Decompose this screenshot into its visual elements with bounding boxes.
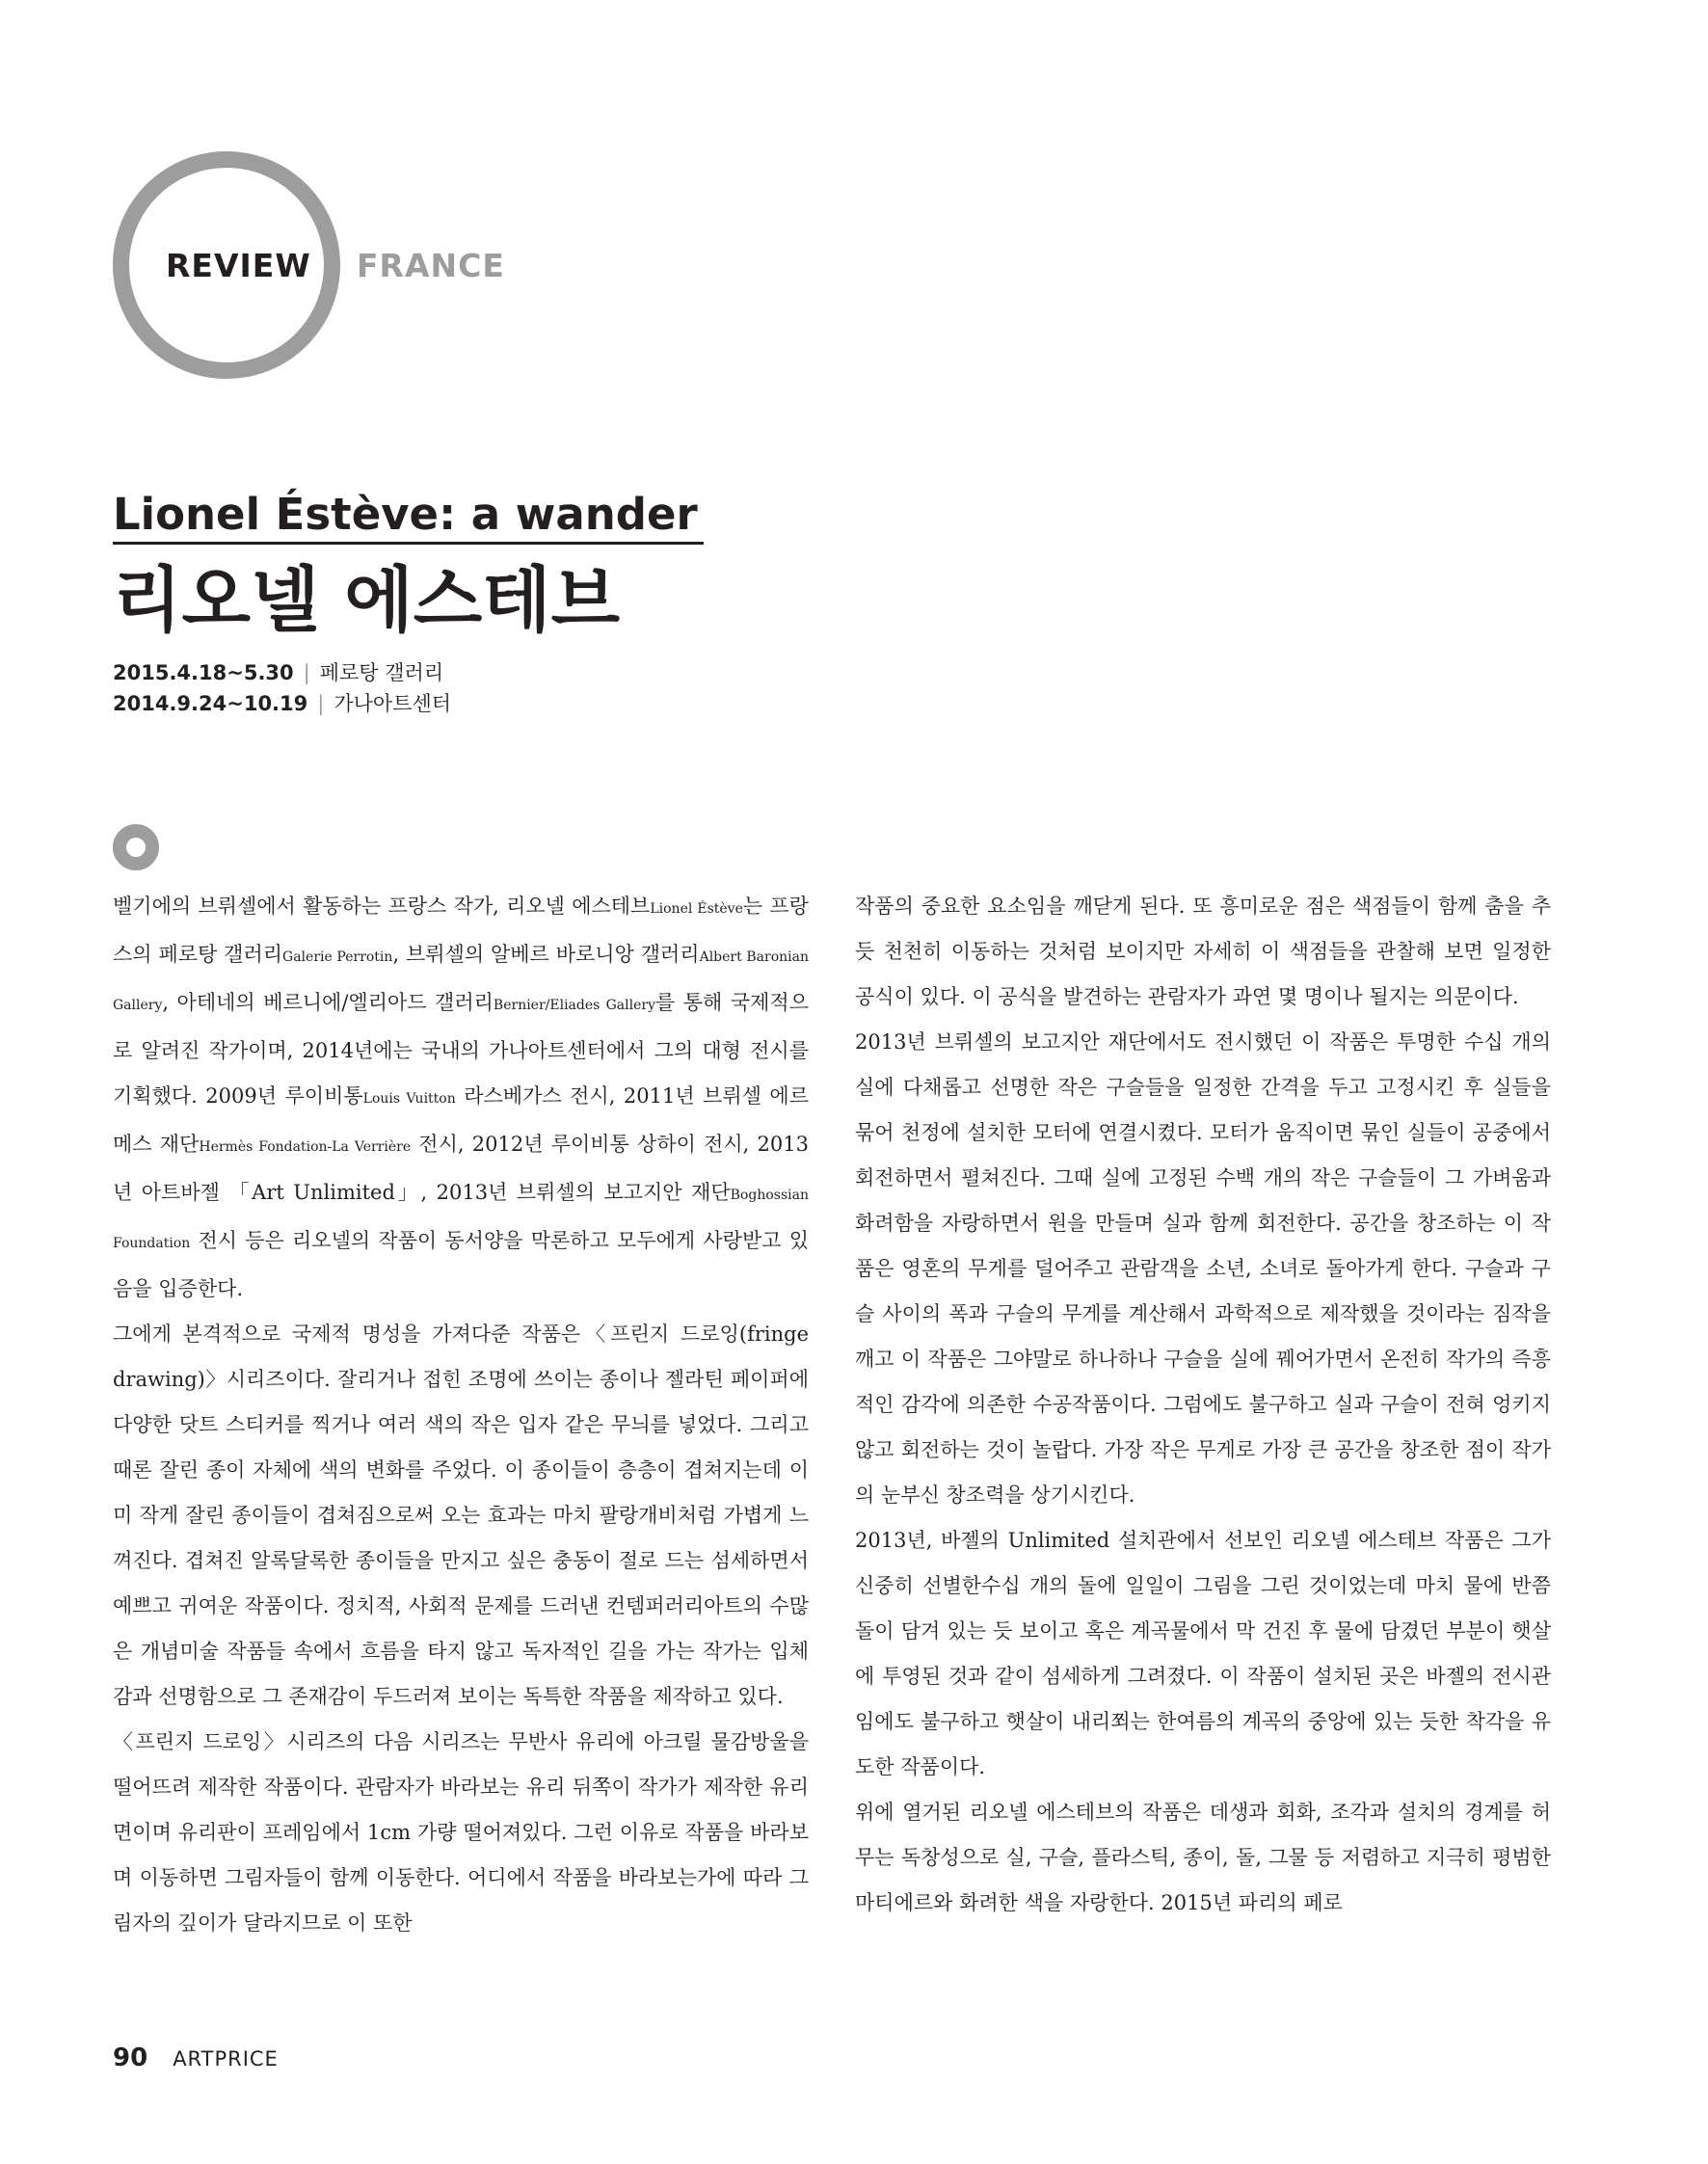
foreign-name: Lionel Éstève: [650, 901, 743, 917]
paragraph-text: 를 통해 국제적으로 알려진 작가이며, 2014년에는 국내의 가나아트센터에서 그의 대형 전시를 기획했다. 2009년 루이비통: [113, 991, 809, 1108]
article-column-left: [113, 884, 809, 1946]
section-marker-dot: [113, 824, 159, 870]
magazine-name: ARTPRICE: [173, 2047, 279, 2070]
article-title-korean: 리오넬 에스테브: [113, 559, 621, 642]
exhibition-row: [113, 688, 451, 719]
article-paragraph: [113, 1720, 809, 1946]
foreign-name: Galerie Perrotin: [282, 949, 393, 965]
paragraph-text: 2013년, 바젤의 Unlimited 설치관에서 선보인 리오넬 에스테브 작품은 그가 신중히 선별한수십 개의 돌에 일일이 그림을 그린 것이었는데 마치 물에 반쯤 돌이 담겨 있는 듯 보이고 혹은 계곡물에서 막 건진 후 물에 담겼던 부분이 햇살에 투영된 것과 같이 섬세하게 그려졌다. 이 작품이 설치된 곳은 바젤의 전시관임에도 불구하고 햇살이 내리쬐는 한여름의 계곡의 중앙에 있는 듯한 착각을 유도한 작품이다.: [855, 1529, 1551, 1778]
article-paragraph: [855, 1518, 1551, 1790]
foreign-name: Louis Vuitton: [362, 1091, 456, 1107]
page-footer: [113, 2044, 279, 2072]
page-number: 90: [113, 2044, 148, 2072]
foreign-name: Boghossian Foundation: [113, 1188, 809, 1251]
separator: |: [303, 661, 310, 684]
article-paragraph: [855, 1020, 1551, 1518]
exhibition-venue: 가나아트센터: [334, 692, 452, 715]
paragraph-text: 〈프린지 드로잉〉시리즈의 다음 시리즈는 무반사 유리에 아크릴 물감방울을 떨어뜨려 제작한 작품이다. 관람자가 바라보는 유리 뒤쪽이 작가가 제작한 유리면이며 유리판이 프레임에서 1cm 가량 떨어져있다. 그런 이유로 작품을 바라보며 이동하면 그림자들이 함께 이동한다. 어디에서 작품을 바라보는가에 따라 그림자의 깊이가 달라지므로 이 또한: [113, 1730, 809, 1935]
paragraph-text: 그에게 본격적으로 국제적 명성을 가져다준 작품은〈프린지 드로잉(fringe drawing)〉시리즈이다. 잘리거나 접힌 조명에 쓰이는 종이나 젤라틴 페이퍼에 다양한 닷트 스티커를 찍거나 여러 색의 작은 입자 같은 무늬를 넣었다. 그리고 때론 잘린 종이 자체에 색의 변화를 주었다. 이 종이들이 층층이 겹쳐지는데 이미 작게 잘린 종이들이 겹쳐짐으로써 오는 효과는 마치 팔랑개비처럼 가볍게 느껴진다. 겹쳐진 알록달록한 종이들을 만지고 싶은 충동이 절로 드는 섬세하면서 예쁘고 귀여운 작품이다. 정치적, 사회적 문제를 드러낸 컨템퍼러리아트의 수많은 개념미술 작품들 속에서 흐름을 타지 않고 독자적인 길을 가는 작가는 입체감과 선명함으로 그 존재감이 두드러져 보이는 독특한 작품을 제작하고 있다.: [113, 1322, 809, 1708]
paragraph-text: 벨기에의 브뤼셀에서 활동하는 프랑스 작가, 리오넬 에스테브: [113, 895, 651, 918]
article-paragraph: [855, 1790, 1551, 1926]
paragraph-text: 전시 등은 리오넬의 작품이 동서양을 막론하고 모두에게 사랑받고 있음을 입증한다.: [113, 1229, 809, 1300]
article-column-right: [855, 884, 1551, 1926]
section-label: REVIEW: [166, 247, 311, 284]
exhibition-dates: 2015.4.18~5.30: [113, 661, 294, 684]
paragraph-text: 2013년 브뤼셀의 보고지안 재단에서도 전시했던 이 작품은 투명한 수십 개의 실에 다채롭고 선명한 작은 구슬들을 일정한 간격을 두고 고정시킨 후 실들을 묶어 천정에 설치한 모터에 연결시켰다. 모터가 움직이면 묶인 실들이 공중에서 회전하면서 펼쳐진다. 그때 실에 고정된 수백 개의 작은 구슬들이 그 가벼움과 화려함을 자랑하면서 원을 만들며 실과 함께 회전한다. 공간을 창조하는 이 작품은 영혼의 무게를 덜어주고 관람객을 소년, 소녀로 돌아가게 한다. 구슬과 구슬 사이의 폭과 구슬의 무게를 계산해서 과학적으로 제작했을 것이라는 짐작을 깨고 이 작품은 그야말로 하나하나 구슬을 실에 꿰어가면서 온전히 작가의 즉흥적인 감각에 의존한 수공작품이다. 그럼에도 불구하고 실과 구슬이 전혀 엉키지 않고 회전하는 것이 놀랍다. 가장 작은 무게로 가장 큰 공간을 창조한 점이 작가의 눈부신 창조력을 상기시킨다.: [855, 1030, 1551, 1507]
foreign-name: Albert Baronian Gallery: [113, 949, 810, 1013]
article-title-english: Lionel Éstève: a wander: [113, 488, 704, 545]
exhibition-dates: 2014.9.24~10.19: [113, 692, 308, 715]
paragraph-text: 전시, 2012년 루이비통 상하이 전시, 2013년 아트바젤 「Art Unlimited」, 2013년 브뤼셀의 보고지안 재단: [113, 1133, 809, 1204]
country-label: FRANCE: [357, 247, 505, 284]
exhibition-row: [113, 657, 451, 688]
foreign-name: Bernier/Eliades Gallery: [493, 998, 655, 1013]
separator: |: [317, 692, 325, 715]
paragraph-text: 작품의 중요한 요소임을 깨닫게 된다. 또 흥미로운 점은 색점들이 함께 춤을 추듯 천천히 이동하는 것처럼 보이지만 자세히 이 색점들을 관찰해 보면 일정한 공식이 있다. 이 공식을 발견하는 관람자가 과연 몇 명이나 될지는 의문이다.: [855, 895, 1551, 1008]
exhibition-venue: 페로탕 갤러리: [319, 661, 444, 684]
paragraph-text: , 아테네의 베르니에/엘리아드 갤러리: [162, 991, 494, 1014]
article-paragraph: [855, 884, 1551, 1020]
article-paragraph: [113, 884, 809, 1312]
article-paragraph: [113, 1312, 809, 1720]
paragraph-text: , 브뤼셀의 알베르 바로니앙 갤러리: [392, 943, 700, 966]
paragraph-text: 라스베가스 전시, 2011년 브뤼셀 에르메스 재단: [113, 1084, 810, 1156]
paragraph-text: 는 프랑스의 페로탕 갤러리: [113, 895, 809, 966]
paragraph-text: 위에 열거된 리오넬 에스테브의 작품은 데생과 회화, 조각과 설치의 경계를 허무는 독창성으로 실, 구슬, 플라스틱, 종이, 돌, 그물 등 저렴하고 지극히 평범한 마티에르와 화려한 색을 자랑한다. 2015년 파리의 페로: [855, 1801, 1551, 1914]
foreign-name: Hermès Fondation-La Verrière: [199, 1139, 412, 1155]
exhibition-info: [113, 657, 451, 719]
